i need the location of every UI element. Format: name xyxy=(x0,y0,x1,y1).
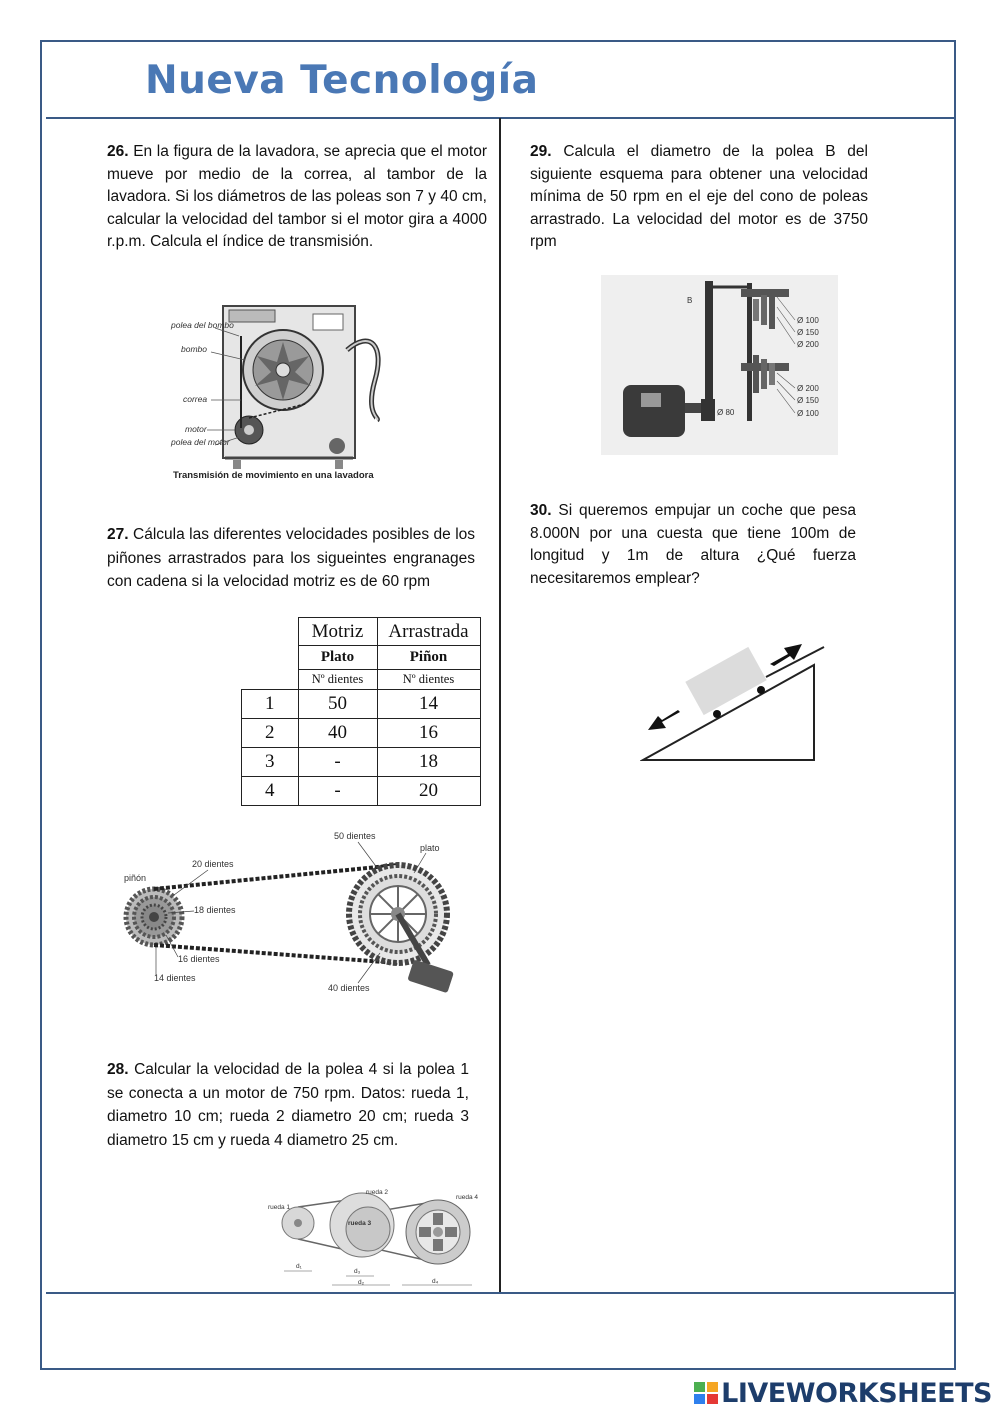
unit-arrastrada: Nº dientes xyxy=(377,670,480,690)
label-polea-b: B xyxy=(687,296,693,305)
label-bottom-100: Ø 100 xyxy=(797,409,819,418)
liveworksheets-icon xyxy=(694,1382,718,1404)
label-20-dientes: 20 dientes xyxy=(192,859,234,869)
col-arrastrada: Arrastrada xyxy=(377,618,480,646)
table-row xyxy=(242,719,481,748)
label-50-dientes: 50 dientes xyxy=(334,831,376,841)
label-rueda-1: rueda 1 xyxy=(268,1204,291,1211)
col-motriz: Motriz xyxy=(298,618,377,646)
table-row xyxy=(242,690,481,719)
question-29 xyxy=(530,141,868,254)
header-divider xyxy=(46,117,956,119)
cell-pinon: 18 xyxy=(377,748,480,777)
brand-text: LIVEWORKSHEETS xyxy=(721,1378,992,1409)
label-plato: plato xyxy=(420,843,440,853)
pulley-cone-figure xyxy=(601,275,838,455)
bicycle-chain-figure xyxy=(118,825,468,1000)
question-number: 29. xyxy=(530,143,552,160)
label-polea-bombo: polea del bombo xyxy=(171,320,234,330)
question-30 xyxy=(530,500,856,590)
question-text: Cálcula las diferentes velocidades posibles de los piñones arrastrados para los sigueintes engranages con cadena si la velocidad motriz es de 60 rpm xyxy=(107,526,476,590)
sub-pinon: Piñon xyxy=(377,646,480,670)
question-28 xyxy=(107,1058,469,1152)
label-bombo: bombo xyxy=(181,344,207,354)
label-rueda-4: rueda 4 xyxy=(456,1194,479,1201)
label-40-dientes: 40 dientes xyxy=(328,983,370,993)
label-polea-motor: polea del motor xyxy=(171,437,230,447)
label-bottom-150: Ø 150 xyxy=(797,396,819,405)
label-d2: d₂ xyxy=(358,1279,365,1286)
label-correa: correa xyxy=(183,394,208,404)
pulley-wheels-figure xyxy=(262,1185,492,1290)
label-16-dientes: 16 dientes xyxy=(178,954,220,964)
label-rueda-3: rueda 3 xyxy=(348,1220,372,1227)
table-row xyxy=(242,777,481,806)
question-text: Si queremos empujar un coche que pesa 8.000N por una cuesta que tiene 100m de longitud y 1m de altura ¿Qué fuerza necesitaremos emplear? xyxy=(530,502,856,587)
question-number: 27. xyxy=(107,526,129,543)
label-motor: motor xyxy=(185,424,207,434)
label-top-100: Ø 100 xyxy=(797,316,819,325)
label-d1: d₁ xyxy=(296,1263,302,1270)
figure-caption: Transmisión de movimiento en una lavadora xyxy=(173,470,374,481)
label-rueda-2: rueda 2 xyxy=(366,1189,389,1196)
question-number: 26. xyxy=(107,143,129,160)
label-d4: d₄ xyxy=(432,1278,439,1285)
cell-pinon: 14 xyxy=(377,690,480,719)
page-title: Nueva Tecnología xyxy=(145,58,539,103)
label-18-dientes: 18 dientes xyxy=(194,905,236,915)
question-text: Calcular la velocidad de la polea 4 si la polea 1 se conecta a un motor de 750 rpm. Datos: rueda 1, diametro 10 cm; rueda 2 diametro 20 cm; rueda 3 diametro 15 cm y rueda 4 diametro 25 cm. xyxy=(107,1061,470,1149)
sub-plato: Plato xyxy=(298,646,377,670)
row-index: 4 xyxy=(242,777,299,806)
row-index: 2 xyxy=(242,719,299,748)
cell-plato: - xyxy=(298,777,377,806)
label-14-dientes: 14 dientes xyxy=(154,973,196,983)
column-divider xyxy=(499,118,501,1292)
cell-pinon: 20 xyxy=(377,777,480,806)
cell-plato: - xyxy=(298,748,377,777)
label-bottom-200: Ø 200 xyxy=(797,384,819,393)
question-26 xyxy=(107,141,487,254)
question-text: En la figura de la lavadora, se aprecia que el motor mueve por medio de la correa, al tambor de la lavadora. Si los diámetros de las poleas son 7 y 40 cm, calcular la velocidad del tambor si el motor gira a 4000 r.p.m. Calcula el índice de transmisión. xyxy=(107,143,487,250)
washing-machine-figure xyxy=(165,300,395,485)
label-motor-80: Ø 80 xyxy=(717,408,735,417)
label-top-200: Ø 200 xyxy=(797,340,819,349)
liveworksheets-logo xyxy=(694,1378,992,1409)
label-top-150: Ø 150 xyxy=(797,328,819,337)
incline-figure xyxy=(640,632,830,767)
label-d3: d₃ xyxy=(354,1268,361,1275)
question-27 xyxy=(107,523,475,594)
table-row xyxy=(242,748,481,777)
footer-divider xyxy=(46,1292,956,1294)
question-text: Calcula el diametro de la polea B del siguiente esquema para obtener una velocidad mínima de 50 rpm en el eje del cono de poleas arrastrado. La velocidad del motor es de 3750 rpm xyxy=(530,143,868,250)
row-index: 3 xyxy=(242,748,299,777)
cell-plato: 40 xyxy=(298,719,377,748)
question-number: 28. xyxy=(107,1061,129,1078)
unit-motriz: Nº dientes xyxy=(298,670,377,690)
cell-plato: 50 xyxy=(298,690,377,719)
question-number: 30. xyxy=(530,502,552,519)
gear-table xyxy=(241,617,481,806)
label-pinon: piñón xyxy=(124,873,147,883)
cell-pinon: 16 xyxy=(377,719,480,748)
row-index: 1 xyxy=(242,690,299,719)
